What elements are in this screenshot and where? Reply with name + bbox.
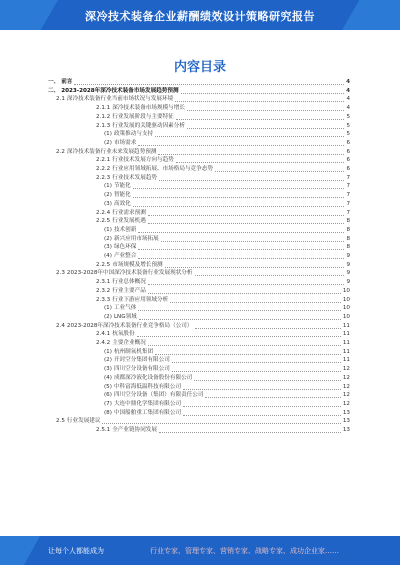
toc-entry-page: 6 (346, 139, 350, 146)
toc-entry-number: 2.1.2 (96, 113, 111, 120)
toc-entry-page: 8 (346, 235, 350, 242)
toc-entry-title: LNG领域 (113, 313, 137, 320)
toc-entry[interactable] (56, 269, 350, 278)
header-banner (0, 0, 400, 30)
toc-entry-number: (2) (104, 357, 112, 364)
toc-entry-page: 5 (346, 131, 350, 138)
toc-entry-title: 主要企业概况 (112, 340, 146, 346)
toc-entry[interactable] (104, 365, 350, 374)
toc-entry-page: 9 (346, 270, 350, 277)
toc-entry-number: 2.2.5 (96, 261, 111, 268)
toc-entry-number: 2.1.3 (96, 122, 111, 129)
toc-entry[interactable] (104, 348, 350, 357)
toc-entry-title: 行业发展的关键驱动因素分析 (112, 122, 185, 129)
toc-leader-dots (175, 101, 344, 102)
toc-entry-number: 2.3 (56, 270, 65, 277)
toc-leader-dots (159, 432, 341, 433)
toc-leader-dots (148, 345, 341, 346)
footer-decoration (0, 536, 40, 565)
toc-entry-title: 大连中鼎化学集团有限公司 (113, 400, 182, 407)
toc-entry-title: 中科富海低温科技有限公司 (113, 383, 182, 390)
toc-entry-page: 9 (346, 261, 350, 268)
toc-entry-number: 2.2.2 (96, 166, 111, 172)
toc-entry-title: 市场需求 (113, 139, 137, 146)
toc-entry-page: 12 (342, 366, 350, 373)
toc-heading: 内容目录 (173, 60, 226, 75)
toc-entry-title: 高效化 (113, 200, 131, 207)
toc-leader-dots (138, 145, 344, 146)
toc-entry-page: 4 (346, 105, 350, 112)
toc-entry[interactable] (56, 148, 350, 157)
toc-entry-page: 4 (346, 79, 350, 85)
toc-entry-page: 10 (342, 287, 350, 294)
toc-entry-number: (5) (104, 383, 112, 390)
toc-leader-dots (138, 232, 344, 233)
toc-entry-number: 2.2.5 (96, 218, 111, 225)
toc-entry-number: (4) (104, 374, 112, 381)
toc-entry[interactable] (104, 400, 350, 409)
toc-entry-page: 10 (342, 313, 350, 320)
toc-entry-title: 行业发展机遇 (112, 218, 146, 225)
toc-entry-page: 10 (342, 305, 350, 312)
toc-entry-title: 新兴应用市场拓展 (113, 235, 159, 242)
toc-entry-number: 2.1.1 (96, 105, 111, 112)
toc-entry[interactable] (104, 391, 350, 400)
toc-leader-dots (155, 136, 344, 137)
toc-entry-page: 12 (342, 400, 350, 407)
toc-entry-number: 2.2.4 (96, 209, 111, 216)
toc-entry-page: 6 (346, 166, 350, 172)
toc-entry-page: 13 (342, 427, 350, 433)
toc-entry[interactable] (104, 383, 350, 392)
toc-entry-title: 节能化 (113, 183, 131, 190)
toc-entry-number: 2.1 (56, 96, 65, 103)
toc-entry-title: 行业需求预测 (112, 209, 146, 216)
toc-leader-dots (194, 380, 341, 381)
toc-leader-dots (138, 258, 344, 259)
toc-leader-dots (139, 319, 341, 320)
toc-leader-dots (187, 128, 344, 129)
toc-entry-title: 行业技术发展趋势 (112, 174, 157, 181)
toc-entry-title: 绿色环保 (113, 244, 137, 251)
toc-leader-dots (187, 110, 344, 111)
toc-entry-number: (4) (104, 253, 112, 259)
toc-entry-number: (3) (104, 200, 112, 207)
toc-entry-page: 10 (342, 296, 350, 303)
toc-entry[interactable] (104, 409, 350, 418)
toc-entry-title: 杭州制氧机集团 (113, 348, 154, 355)
toc-entry-page: 11 (342, 331, 350, 338)
toc-entry-title: 2023-2028年深冷技术装备市场发展趋势预测 (61, 87, 179, 94)
footer-banner (0, 536, 400, 565)
toc-entry-page: 5 (346, 113, 350, 120)
toc-entry-page: 4 (346, 87, 350, 94)
toc-leader-dots (159, 180, 344, 181)
toc-entry-title: 智能化 (113, 192, 131, 199)
toc-entry[interactable] (56, 322, 350, 331)
toc-entry[interactable] (96, 330, 350, 339)
toc-entry[interactable] (104, 252, 350, 261)
toc-entry-number: (3) (104, 244, 112, 251)
toc-leader-dots (137, 336, 341, 337)
toc-entry-number: 2.5.1 (96, 427, 111, 433)
toc-entry[interactable] (104, 313, 350, 322)
toc-entry-title: 前言 (61, 79, 73, 85)
toc-leader-dots (138, 310, 341, 311)
toc-entry[interactable] (96, 156, 350, 165)
toc-entry[interactable] (96, 261, 350, 270)
toc-entry[interactable] (56, 95, 350, 104)
toc-entry[interactable] (96, 104, 350, 113)
toc-leader-dots (183, 406, 341, 407)
toc-entry-title: 2023-2028年深冷技术装备行业竞争格局（公司） (66, 322, 193, 329)
toc-entry[interactable] (104, 374, 350, 383)
toc-leader-dots (138, 249, 344, 250)
toc-leader-dots (165, 267, 345, 268)
toc-entry-number: (1) (104, 226, 112, 233)
toc-entry-title: 技术创新 (113, 226, 137, 233)
toc-entry-number: (7) (104, 400, 112, 407)
toc-entry-page: 11 (342, 348, 350, 355)
toc-entry[interactable] (96, 217, 350, 226)
toc-leader-dots (176, 162, 345, 163)
toc-entry-number: 2.2.3 (96, 174, 111, 181)
toc-leader-dots (176, 119, 345, 120)
toc-entry-title: 成都深冷液化设备股份有限公司 (113, 374, 193, 381)
toc-entry-title: 行业发展建议 (66, 418, 101, 425)
toc-entry-number: (1) (104, 348, 112, 355)
toc-entry[interactable] (104, 235, 350, 244)
toc-entry-number: (8) (104, 409, 112, 416)
toc-leader-dots (195, 275, 345, 276)
toc-leader-dots (181, 93, 345, 94)
toc-entry-number: 2.4.2 (96, 340, 111, 346)
toc-leader-dots (215, 171, 345, 172)
toc-leader-dots (183, 415, 341, 416)
toc-entry-number: (1) (104, 131, 112, 138)
toc-entry-number: 2.3.3 (96, 296, 111, 303)
toc-entry-title: 2023-2028年中国深冷技术装备行业发展现状分析 (66, 270, 193, 277)
toc-entry-page: 5 (346, 122, 350, 129)
toc-entry-page: 12 (342, 374, 350, 381)
toc-entry-number: 2.3.1 (96, 279, 111, 286)
toc-entry[interactable] (96, 296, 350, 305)
toc-entry-page: 11 (342, 322, 350, 329)
toc-leader-dots (133, 197, 345, 198)
toc-entry-page: 9 (346, 253, 350, 259)
toc-entry[interactable] (96, 278, 350, 287)
toc-entry[interactable] (104, 130, 350, 139)
toc-entry-number: 2.5 (56, 418, 65, 425)
toc-entry-number: 2.3.2 (96, 287, 111, 294)
toc-leader-dots (148, 293, 341, 294)
toc-entry-title: 开封空分集团有限公司 (113, 357, 170, 364)
toc-entry-page: 6 (346, 148, 350, 155)
toc-leader-dots (183, 389, 341, 390)
toc-entry-page: 7 (346, 209, 350, 216)
toc-leader-dots (74, 84, 344, 85)
toc-entry-title: 产业整合 (113, 253, 137, 259)
toc-entry-title: 行业技术发展方向与趋势 (112, 157, 174, 164)
toc-entry-page: 12 (342, 392, 350, 399)
toc-entry[interactable] (96, 287, 350, 296)
toc-entry[interactable] (104, 304, 350, 313)
footer-slogan: 让每个人都能成为 (48, 547, 104, 555)
toc-entry-title: 全产业链协同发展 (112, 427, 157, 433)
toc-entry-number: (1) (104, 183, 112, 190)
toc-leader-dots (172, 362, 341, 363)
toc-leader-dots (172, 371, 341, 372)
toc-leader-dots (102, 423, 340, 424)
toc-entry-number: (2) (104, 192, 112, 199)
toc-entry[interactable] (56, 417, 350, 426)
toc-entry[interactable] (104, 356, 350, 365)
toc-leader-dots (195, 328, 341, 329)
toc-entry-number: (2) (104, 139, 112, 146)
toc-entry-number: (1) (104, 305, 112, 312)
toc-entry[interactable] (104, 182, 350, 191)
toc-entry[interactable] (104, 139, 350, 148)
toc-entry-number: 2.4 (56, 322, 65, 329)
toc-leader-dots (158, 154, 344, 155)
toc-entry-title: 行业应用领域拓展、市场格局与竞争态势 (112, 166, 213, 172)
toc-entry-title: 行业总体概况 (112, 279, 146, 286)
toc-leader-dots (133, 188, 345, 189)
toc-entry-page: 7 (346, 200, 350, 207)
toc-entry-page: 11 (342, 357, 350, 364)
toc-entry-page: 8 (346, 244, 350, 251)
toc-entry-number: 2.2.1 (96, 157, 111, 164)
toc-entry-number: 一、 (48, 79, 60, 85)
toc-entry[interactable] (104, 226, 350, 235)
toc-entry[interactable] (104, 200, 350, 209)
toc-entry-title: 四川空分设备有限公司 (113, 366, 170, 373)
footer-roles: 行业专家、管理专家、营销专家、战略专家、成功企业家…… (150, 547, 339, 555)
toc-entry-page: 12 (342, 383, 350, 390)
toc-leader-dots (148, 215, 345, 216)
toc-entry-title: 行业下游应用领域分析 (112, 296, 169, 303)
toc-entry-number: 2.4.1 (96, 331, 111, 338)
toc-entry-title: 市场规模及增长预测 (112, 261, 163, 268)
toc-entry-page: 11 (342, 340, 350, 346)
toc-leader-dots (148, 284, 345, 285)
toc-entry-page: 6 (346, 157, 350, 164)
toc-entry-title: 深冷技术装备行业未来发展趋势预测 (66, 148, 157, 155)
toc-leader-dots (148, 223, 345, 224)
toc-entry-title: 行业发展阶段与主要特征 (112, 113, 174, 120)
toc-entry[interactable] (104, 243, 350, 252)
toc-leader-dots (155, 354, 341, 355)
toc-entry-page: 13 (342, 418, 350, 425)
toc-entry-page: 9 (346, 279, 350, 286)
toc-entry-number: 2.2 (56, 148, 65, 155)
toc-entry-title: 深冷技术装备市场规模与增长 (112, 105, 185, 112)
toc-entry[interactable] (48, 87, 350, 96)
toc-entry-number: (3) (104, 366, 112, 373)
toc-entry-number: 二、 (48, 87, 60, 94)
toc-entry-number: (2) (104, 313, 112, 320)
toc-entry[interactable] (104, 191, 350, 200)
toc-entry-title: 政策推动与支持 (113, 131, 154, 138)
toc-entry[interactable] (96, 426, 350, 435)
toc-entry-page: 7 (346, 183, 350, 190)
report-title: 深冷技术装备企业薪酬绩效设计策略研究报告 (85, 10, 315, 23)
toc-entry[interactable] (96, 209, 350, 218)
toc-entry-title: 杭氧股份 (112, 331, 135, 338)
toc-entry-page: 4 (346, 96, 350, 103)
toc-leader-dots (205, 397, 340, 398)
toc-entry[interactable] (48, 78, 350, 87)
toc-entry-number: (2) (104, 235, 112, 242)
toc-entry-page: 8 (346, 226, 350, 233)
toc-entry[interactable] (96, 165, 350, 174)
toc-entry-number: (6) (104, 392, 112, 399)
toc-leader-dots (170, 302, 341, 303)
toc-entry-title: 中国船舶重工集团有限公司 (113, 409, 182, 416)
toc-entry[interactable] (96, 122, 350, 131)
toc-entry-title: 四川空分设备（集团）有限责任公司 (113, 392, 204, 399)
toc-entry[interactable] (96, 113, 350, 122)
toc-leader-dots (133, 206, 345, 207)
toc-entry-page: 13 (342, 409, 350, 416)
toc-entry-title: 深冷技术装备行业当前市场状况与发展环境 (66, 96, 174, 103)
toc-entry-title: 工业气体 (113, 305, 137, 312)
toc-entry[interactable] (96, 174, 350, 183)
toc-entry-page: 7 (346, 192, 350, 199)
toc-entry-title: 行业主要产品 (112, 287, 146, 294)
toc-entry-page: 7 (346, 174, 350, 181)
toc-leader-dots (161, 241, 345, 242)
toc-entry[interactable] (96, 339, 350, 348)
toc-entry-page: 8 (346, 218, 350, 225)
